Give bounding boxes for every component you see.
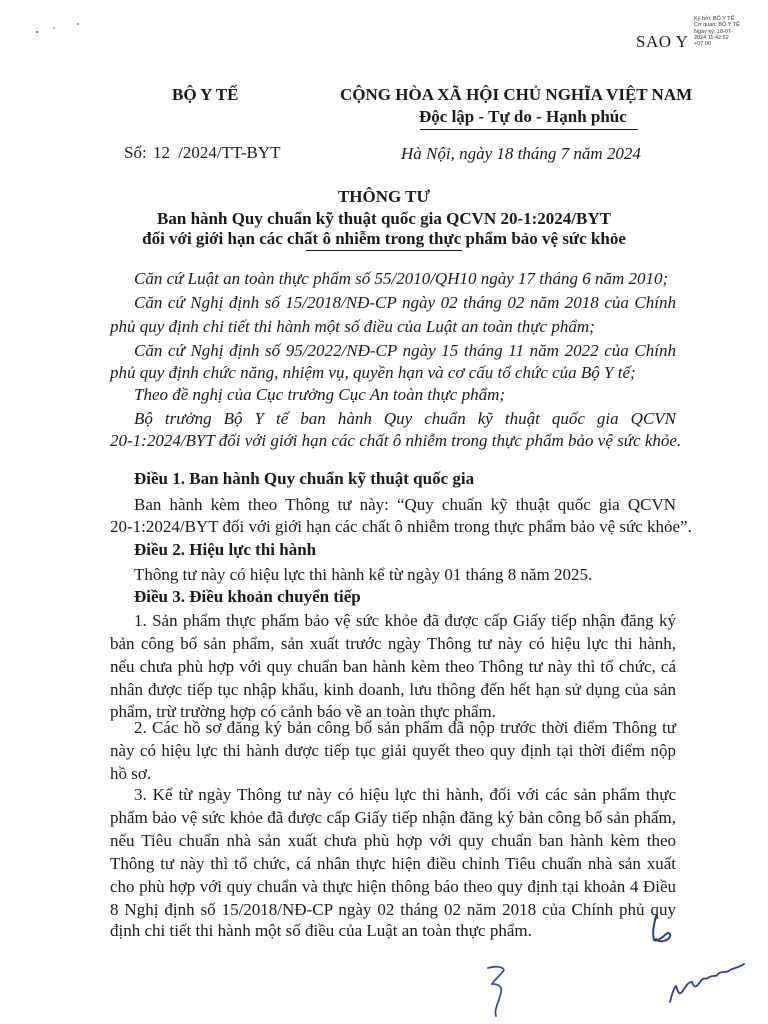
preamble-line: Theo đề nghị của Cục trưởng Cục An toàn thực phẩm; (134, 385, 506, 404)
signature-line: Cơ quan: BỘ Y TẾ (694, 22, 740, 29)
title-underline (306, 250, 462, 251)
copy-stamp-label: SAO Y (636, 32, 689, 51)
preamble-line: 20-1:2024/BYT đối với giới hạn các chất ô nhiễm trong thực phẩm bảo vệ sức khỏe. (110, 431, 682, 450)
article-3-p3-line: 8 Nghị định số 15/2018/NĐ-CP ngày 02 tháng 02 năm 2018 của Chính phủ quy (110, 900, 676, 919)
motto-underline (420, 129, 638, 130)
preamble-line: Căn cứ Nghị định số 15/2018/NĐ-CP ngày 02 tháng 02 năm 2018 của Chính (134, 293, 676, 312)
article-3-p2-line: hồ sơ. (110, 764, 152, 783)
signature-line: +07:00 (694, 41, 711, 48)
article-3-p1-line: phẩm, trừ trường hợp có cảnh báo về an toàn thực phẩm. (110, 702, 496, 721)
preamble-line: Bộ trưởng Bộ Y tế ban hành Quy chuẩn kỹ thuật quốc gia QCVN (134, 409, 676, 428)
number-prefix: Số: (124, 143, 147, 162)
scan-specks (34, 20, 84, 34)
title-line-2: đối với giới hạn các chất ô nhiễm trong thực phẩm bảo vệ sức khỏe (142, 229, 626, 248)
preamble-line: Căn cứ Nghị định số 95/2022/NĐ-CP ngày 15 tháng 11 năm 2022 của Chính (134, 341, 676, 360)
number-value: 12 (152, 143, 170, 162)
country-name: CỘNG HÒA XÃ HỘI CHỦ NGHĨA VIỆT NAM (340, 85, 693, 104)
article-1-line: Ban hành kèm theo Thông tư này: “Quy chuẩn kỹ thuật quốc gia QCVN (134, 495, 676, 514)
signature-line: 2024 11:42:52 (694, 34, 729, 41)
article-3-p3-line: cho phù hợp với quy chuẩn và thực hiện thông báo theo quy định tại khoản 4 Điều (110, 877, 676, 896)
handwritten-initial-mark (484, 962, 510, 1018)
title-line-1: Ban hành Quy chuẩn kỹ thuật quốc gia QCVN 20-1:2024/BYT (157, 209, 611, 228)
article-3-p1-line: nhân được tiếp tục nhập khẩu, kinh doanh, lưu thông đến hết hạn sử dụng của sản (110, 680, 676, 699)
document-number (124, 142, 281, 164)
article-3-p1-line: nếu chưa phù hợp với quy chuẩn ban hành kèm theo Thông tư này thì tổ chức, cá (110, 657, 676, 676)
article-3-p3-line: phẩm bảo vệ sức khỏe đã được cấp Giấy tiếp nhận đăng ký bản công bố sản phẩm, (110, 808, 676, 827)
article-3-p3-line: Thông tư này thì tổ chức, cá nhân thực hiện điều chỉnh Tiêu chuẩn nhà sản xuất (110, 854, 676, 873)
handwritten-signature-mark (664, 958, 750, 1006)
signature-line: Ký bởi: BỘ Y TẾ (694, 16, 735, 22)
issuing-org: BỘ Y TẾ (172, 85, 239, 104)
handwritten-initial-mark (646, 912, 680, 946)
document-type: THÔNG TƯ (337, 187, 431, 206)
article-3-p1-line: bản công bố sản phẩm, sản xuất trước ngày Thông tư này có hiệu lực thi hành, (110, 634, 676, 653)
article-2-line: Thông tư này có hiệu lực thi hành kể từ ngày 01 tháng 8 năm 2025. (134, 565, 593, 584)
signature-line: Ngày ký: 18-07- (694, 28, 733, 35)
preamble-line: Căn cứ Luật an toàn thực phẩm số 55/2010/QH10 ngày 17 tháng 6 năm 2010; (134, 269, 669, 288)
place-date: Hà Nội, ngày 18 tháng 7 năm 2024 (401, 144, 641, 163)
digital-signature-info (694, 16, 768, 47)
article-3-p2-line: này có hiệu lực thi hành được tiếp tục giải quyết theo quy định tại thời điểm nộp (110, 741, 676, 760)
article-2-heading: Điều 2. Hiệu lực thi hành (134, 540, 317, 559)
preamble-line: phủ quy định chi tiết thi hành một số điều của Luật an toàn thực phẩm; (110, 317, 595, 336)
number-suffix: /2024/TT-BYT (178, 143, 281, 162)
article-1-line: 20-1:2024/BYT đối với giới hạn các chất ô nhiễm trong thực phẩm bảo vệ sức khỏe”. (110, 517, 692, 536)
preamble-line: phủ quy định chức năng, nhiệm vụ, quyền hạn và cơ cấu tổ chức của Bộ Y tế; (110, 363, 636, 382)
national-motto: Độc lập - Tự do - Hạnh phúc (419, 107, 627, 126)
article-3-p3-line: định chi tiết thi hành một số điều của Luật an toàn thực phẩm. (110, 921, 532, 940)
article-3-p3-line: 3. Kể từ ngày Thông tư này có hiệu lực thi hành, đối với các sản phẩm thực (134, 785, 676, 804)
article-1-heading: Điều 1. Ban hành Quy chuẩn kỹ thuật quốc gia (134, 469, 475, 488)
article-3-p3-line: nếu Tiêu chuẩn nhà sản xuất chưa phù hợp với quy chuẩn ban hành kèm theo (110, 831, 676, 850)
article-3-p1-line: 1. Sản phẩm thực phẩm bảo vệ sức khỏe đã được cấp Giấy tiếp nhận đăng ký (134, 611, 676, 630)
article-3-heading: Điều 3. Điều khoản chuyển tiếp (134, 587, 361, 606)
article-3-p2-line: 2. Các hồ sơ đăng ký bản công bố sản phẩm đã nộp trước thời điểm Thông tư (134, 718, 676, 737)
